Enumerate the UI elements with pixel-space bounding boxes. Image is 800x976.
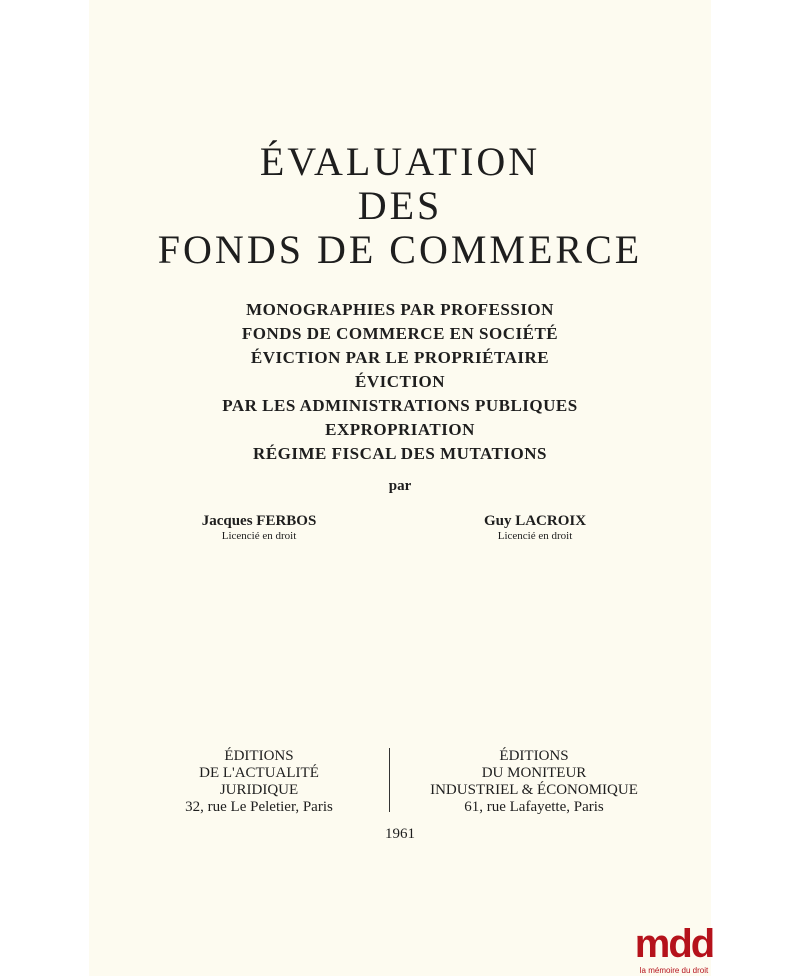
subtitle-line: MONOGRAPHIES PAR PROFESSION — [246, 300, 554, 319]
publisher-2 — [399, 748, 669, 816]
author-1 — [179, 512, 339, 543]
title-line-3: FONDS DE COMMERCE — [157, 227, 643, 272]
author-credential: Licencié en droit — [221, 530, 297, 542]
subtitle-line: PAR LES ADMINISTRATIONS PUBLIQUES — [222, 396, 578, 415]
by-label: par — [388, 478, 412, 494]
publisher-address: 61, rue Lafayette, Paris — [464, 799, 604, 815]
publisher-line: DE L'ACTUALITÉ — [199, 765, 319, 781]
subtitle-line: ÉVICTION — [355, 372, 445, 391]
publisher-line: ÉDITIONS — [499, 748, 569, 764]
publisher-line: DU MONITEUR — [481, 765, 587, 781]
title-page — [89, 0, 711, 976]
author-2 — [455, 512, 615, 543]
title-line-1: ÉVALUATION — [259, 139, 541, 184]
subtitle-list — [89, 298, 711, 466]
mdd-logo — [632, 922, 716, 976]
publisher-address: 32, rue Le Peletier, Paris — [185, 799, 333, 815]
logo-mark: mdd — [634, 922, 714, 966]
subtitle-line: ÉVICTION PAR LE PROPRIÉTAIRE — [250, 348, 550, 367]
author-credential: Licencié en droit — [497, 530, 573, 542]
subtitle-line: RÉGIME FISCAL DES MUTATIONS — [253, 444, 547, 463]
book-title — [89, 140, 711, 272]
title-line-2: DES — [357, 183, 443, 228]
subtitle-line: FONDS DE COMMERCE EN SOCIÉTÉ — [241, 324, 559, 343]
publication-year: 1961 — [385, 826, 415, 842]
author-name: Guy LACROIX — [483, 513, 587, 529]
logo-tagline: la mémoire du droit — [639, 966, 709, 975]
author-name: Jacques FERBOS — [201, 513, 317, 529]
subtitle-line: EXPROPRIATION — [325, 420, 475, 439]
publisher-line: JURIDIQUE — [219, 782, 299, 798]
publisher-line: INDUSTRIEL & ÉCONOMIQUE — [430, 782, 638, 798]
publisher-line: ÉDITIONS — [224, 748, 294, 764]
publisher-1 — [159, 748, 359, 816]
publisher-divider — [389, 748, 390, 812]
